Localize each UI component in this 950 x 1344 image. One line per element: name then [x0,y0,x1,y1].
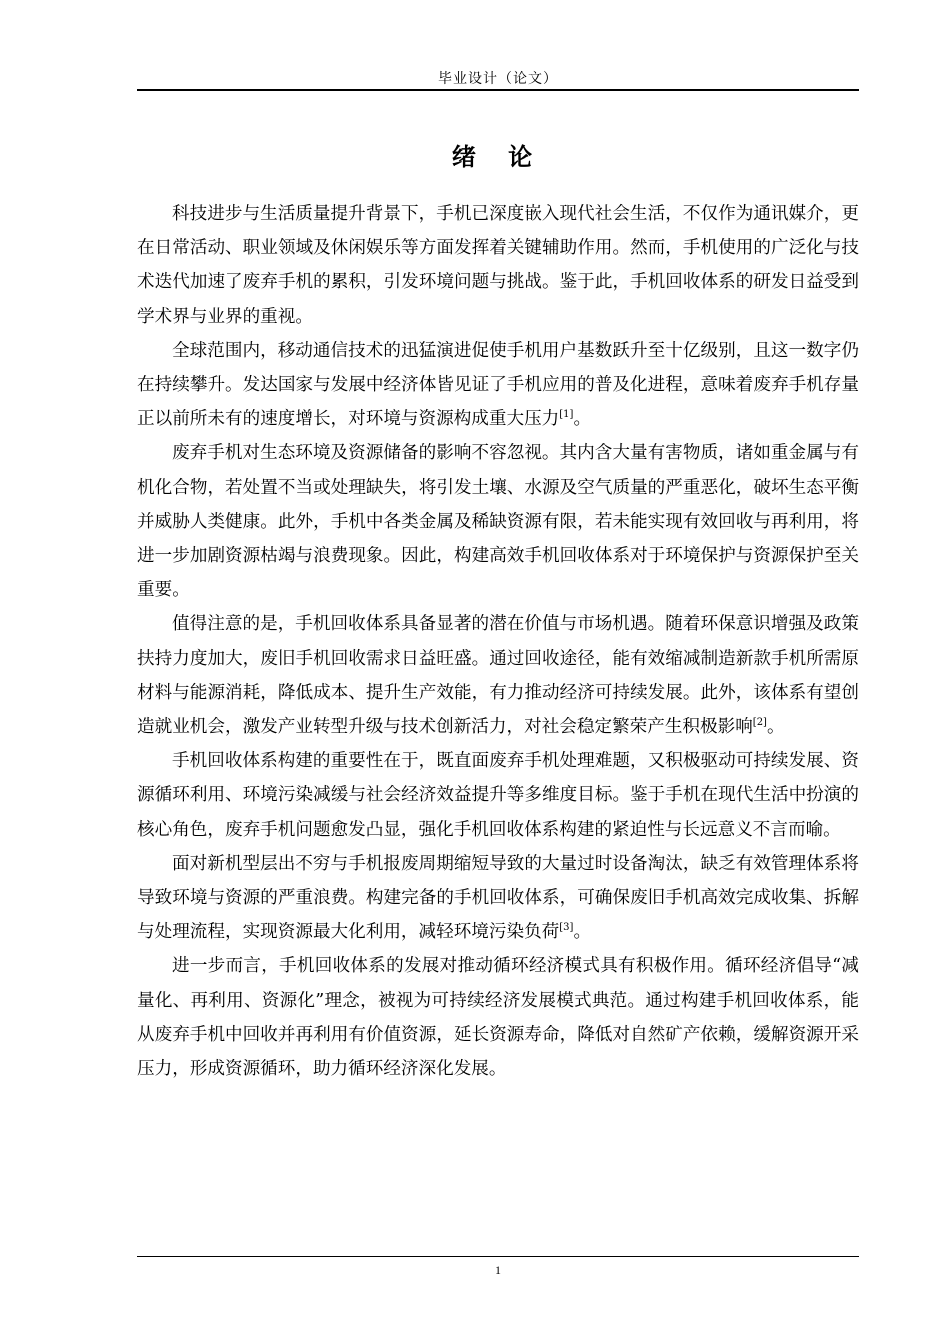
header-rule [137,89,859,91]
page-number: 1 [495,1263,501,1277]
running-header: 毕业设计（论文） [438,71,558,87]
citation-ref: [1] [559,409,574,421]
citation-ref: [3] [559,922,574,934]
paragraph-text: 面对新机型层出不穷与手机报废周期缩短导致的大量过时设备淘汰，缺乏有效管理体系将导致环境与资源的严重浪费。构建完备的手机回收体系，可确保废旧手机高效完成收集、拆解与处理流程，实现资源最大化利用，减轻环境污染负荷 [137,853,859,943]
paragraph-text: 值得注意的是，手机回收体系具备显著的潜在价值与市场机遇。随着环保意识增强及政策扶持力度加大，废旧手机回收需求日益旺盛。通过回收途径，能有效缩减制造新款手机所需原材料与能源消耗，降低成本、提升生产效能，有力推动经济可持续发展。此外，该体系有望创造就业机会，激发产业转型升级与技术创新活力，对社会稳定繁荣产生积极影响 [137,614,859,738]
paragraph-6 [137,847,859,950]
paragraph-tail: 。 [573,409,592,430]
citation-ref: [2] [752,717,767,729]
paragraph-text: 全球范围内，移动通信技术的迅猛演进促使手机用户基数跃升至十亿级别，且这一数字仍在持续攀升。发达国家与发展中经济体皆见证了手机应用的普及化进程，意味着废弃手机存量正以前所未有的速度增长，对环境与资源构成重大压力 [137,340,859,430]
paragraph-text: 科技进步与生活质量提升背景下，手机已深度嵌入现代社会生活，不仅作为通讯媒介，更在日常活动、职业领域及休闲娱乐等方面发挥着关键辅助作用。然而，手机使用的广泛化与技术迭代加速了废弃手机的累积，引发环境问题与挑战。鉴于此，手机回收体系的研发日益受到学术界与业界的重视。 [137,204,859,327]
paragraph-1 [137,197,859,334]
paragraph-5 [137,744,859,847]
paragraph-tail: 。 [766,717,785,738]
paragraph-text: 手机回收体系构建的重要性在于，既直面废弃手机处理难题，又积极驱动可持续发展、资源循环利用、环境污染减缓与社会经济效益提升等多维度目标。鉴于手机在现代生活中扮演的核心角色，废弃手机问题愈发凸显，强化手机回收体系构建的紧迫性与长远意义不言而喻。 [137,751,859,840]
footer-rule [137,1256,859,1257]
paragraph-text: 进一步而言，手机回收体系的发展对推动循环经济模式具有积极作用。循环经济倡导“减量化、再利用、资源化”理念，被视为可持续经济发展模式典范。通过构建手机回收体系，能从废弃手机中回收并再利用有价值资源，延长资源寿命，降低对自然矿产依赖，缓解资源开采压力，形成资源循环，助力循环经济深化发展。 [137,956,859,1080]
paragraph-4 [137,607,859,744]
body-text [137,197,859,1086]
paragraph-7 [137,949,859,1086]
paragraph-3 [137,436,859,607]
paragraph-tail: 。 [573,922,592,943]
paragraph-2 [137,334,859,437]
paragraph-text: 废弃手机对生态环境及资源储备的影响不容忽视。其内含大量有害物质，诸如重金属与有机化合物，若处置不当或处理缺失，将引发土壤、水源及空气质量的严重恶化，破坏生态平衡并威胁人类健康。此外，手机中各类金属及稀缺资源有限，若未能实现有效回收与再利用，将进一步加剧资源枯竭与浪费现象。因此，构建高效手机回收体系对于环境保护与资源保护至关重要。 [137,443,859,601]
chapter-title: 绪 论 [451,143,545,171]
